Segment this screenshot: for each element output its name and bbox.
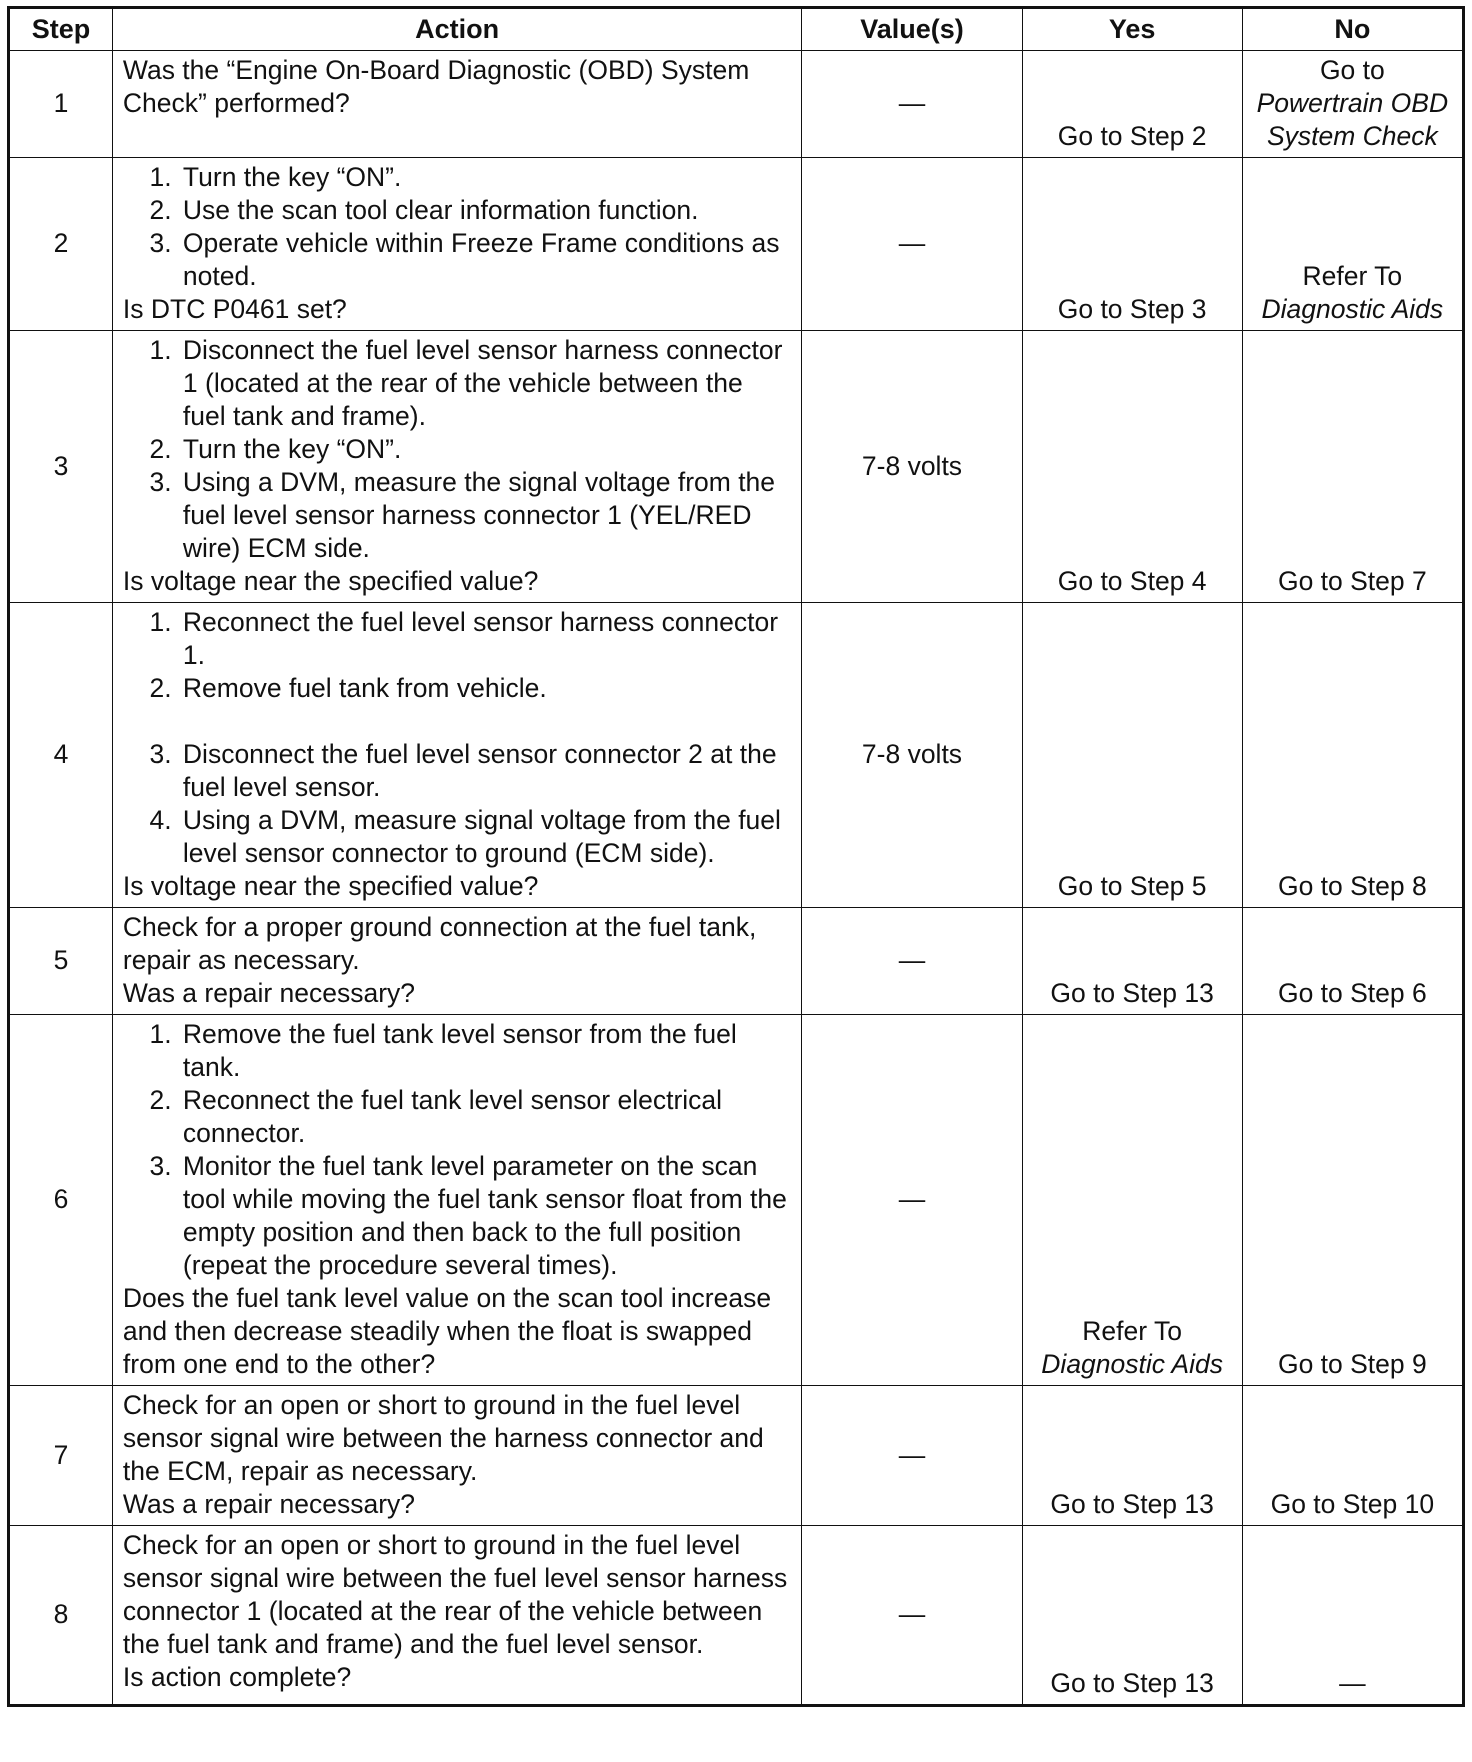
yes-result-cell bbox=[1022, 1015, 1242, 1386]
yes-result-text: Go to Step 13 bbox=[1050, 978, 1214, 1008]
table-row bbox=[9, 603, 1464, 908]
no-result-text: Go to Step 8 bbox=[1277, 871, 1427, 901]
no-result-cell bbox=[1242, 158, 1463, 331]
no-result-text: Go to Step 9 bbox=[1277, 1349, 1427, 1379]
yes-result-text: Go to Step 13 bbox=[1050, 1489, 1214, 1519]
value-cell: 7-8 volts bbox=[802, 331, 1022, 603]
no-result-cell bbox=[1242, 603, 1463, 908]
action-question: Is DTC P0461 set? bbox=[122, 294, 347, 324]
step-number: 7 bbox=[9, 1386, 113, 1526]
header-value: Value(s) bbox=[802, 8, 1022, 51]
yes-result-text: Go to Step 3 bbox=[1057, 294, 1207, 324]
no-result-reference: Powertrain OBD System Check bbox=[1256, 88, 1449, 151]
action-cell bbox=[112, 908, 802, 1015]
header-step: Step bbox=[9, 8, 113, 51]
yes-result-text: Go to Step 5 bbox=[1057, 871, 1207, 901]
action-cell bbox=[112, 1015, 802, 1386]
action-cell bbox=[112, 1526, 802, 1706]
table-body bbox=[9, 51, 1464, 1706]
header-action: Action bbox=[112, 8, 802, 51]
action-question: Is action complete? bbox=[122, 1662, 352, 1692]
yes-result-text: Go to Step 2 bbox=[1057, 121, 1207, 151]
step-number: 3 bbox=[9, 331, 113, 603]
no-result-text: Go to bbox=[1319, 55, 1385, 85]
action-steps-list bbox=[123, 161, 792, 293]
action-steps-list bbox=[123, 334, 792, 565]
no-result-cell bbox=[1242, 331, 1463, 603]
header-row bbox=[9, 8, 1464, 51]
yes-result-reference: Diagnostic Aids bbox=[1041, 1349, 1223, 1379]
action-question: Does the fuel tank level value on the scan tool increase and then decrease steadily when the float is swapped from one end to the other? bbox=[122, 1283, 772, 1379]
action-step-item: 3. Using a DVM, measure the signal voltage from the fuel level sensor harness connector 1 (YEL/RED wire) ECM side. bbox=[179, 466, 792, 565]
diagnostic-table bbox=[7, 6, 1465, 1707]
yes-result-cell bbox=[1022, 1386, 1242, 1526]
step-number: 1 bbox=[9, 51, 113, 158]
no-result-text: Go to Step 10 bbox=[1270, 1489, 1435, 1519]
yes-result-cell bbox=[1022, 1526, 1242, 1706]
action-step-item: 4. Using a DVM, measure signal voltage from the fuel level sensor connector to ground (ECM side). bbox=[179, 804, 792, 870]
action-steps-list bbox=[123, 606, 792, 870]
action-intro: Check for an open or short to ground in the fuel level sensor signal wire between the fuel level sensor harness connector 1 (located at the rear of the vehicle between the fuel tank and frame) and the fuel level sensor. bbox=[122, 1530, 788, 1659]
action-cell bbox=[112, 51, 802, 158]
action-question: Is voltage near the specified value? bbox=[122, 871, 539, 901]
action-question: Is voltage near the specified value? bbox=[122, 566, 539, 596]
action-step-item: 2. Reconnect the fuel tank level sensor electrical connector. bbox=[179, 1084, 792, 1150]
action-cell bbox=[112, 331, 802, 603]
action-cell bbox=[112, 603, 802, 908]
no-result-text: Refer To bbox=[1302, 261, 1403, 291]
table-row bbox=[9, 158, 1464, 331]
action-question: Was a repair necessary? bbox=[122, 978, 416, 1008]
table-row bbox=[9, 1015, 1464, 1386]
step-number: 8 bbox=[9, 1526, 113, 1706]
value-cell: — bbox=[802, 158, 1022, 331]
step-number: 4 bbox=[9, 603, 113, 908]
action-step-item: 2. Turn the key “ON”. bbox=[179, 433, 792, 466]
action-cell bbox=[112, 158, 802, 331]
yes-result-cell bbox=[1022, 331, 1242, 603]
no-result-cell bbox=[1242, 1015, 1463, 1386]
yes-result-text: Go to Step 13 bbox=[1050, 1668, 1214, 1698]
action-step-item: 2. Remove fuel tank from vehicle. bbox=[179, 672, 792, 705]
yes-result-text: Refer To bbox=[1082, 1316, 1182, 1346]
no-result-text: — bbox=[1339, 1668, 1366, 1698]
yes-result-cell bbox=[1022, 158, 1242, 331]
action-step-item: 1. Disconnect the fuel level sensor harness connector 1 (located at the rear of the vehicle between the fuel tank and frame). bbox=[179, 334, 792, 433]
value-cell: — bbox=[802, 1386, 1022, 1526]
table-row bbox=[9, 908, 1464, 1015]
value-cell: — bbox=[802, 1015, 1022, 1386]
action-intro: Check for a proper ground connection at the fuel tank, repair as necessary. bbox=[122, 912, 757, 975]
table-row bbox=[9, 51, 1464, 158]
step-number: 6 bbox=[9, 1015, 113, 1386]
table-row bbox=[9, 1526, 1464, 1706]
action-step-item: 3. Disconnect the fuel level sensor connector 2 at the fuel level sensor. bbox=[179, 738, 792, 804]
no-result-text: Go to Step 6 bbox=[1277, 978, 1427, 1008]
step-number: 2 bbox=[9, 158, 113, 331]
header-no: No bbox=[1242, 8, 1463, 51]
no-result-cell bbox=[1242, 51, 1463, 158]
action-cell bbox=[112, 1386, 802, 1526]
action-steps-list bbox=[123, 1018, 792, 1282]
action-intro: Check for an open or short to ground in the fuel level sensor signal wire between the harness connector and the ECM, repair as necessary. bbox=[122, 1390, 764, 1486]
action-step-item: 1. Turn the key “ON”. bbox=[179, 161, 792, 194]
value-cell: — bbox=[802, 1526, 1022, 1706]
header-yes: Yes bbox=[1022, 8, 1242, 51]
no-result-cell bbox=[1242, 1526, 1463, 1706]
yes-result-cell bbox=[1022, 908, 1242, 1015]
action-step-item: 1. Remove the fuel tank level sensor from the fuel tank. bbox=[179, 1018, 792, 1084]
value-cell: 7-8 volts bbox=[802, 603, 1022, 908]
step-number: 5 bbox=[9, 908, 113, 1015]
no-result-cell bbox=[1242, 908, 1463, 1015]
value-cell: — bbox=[802, 51, 1022, 158]
no-result-reference: Diagnostic Aids bbox=[1261, 294, 1444, 324]
action-step-item: 3. Operate vehicle within Freeze Frame conditions as noted. bbox=[179, 227, 792, 293]
table-row bbox=[9, 1386, 1464, 1526]
action-step-item: 1. Reconnect the fuel level sensor harness connector 1. bbox=[179, 606, 792, 672]
no-result-cell bbox=[1242, 1386, 1463, 1526]
action-question: Was a repair necessary? bbox=[122, 1489, 416, 1519]
table-row bbox=[9, 331, 1464, 603]
action-step-item: 2. Use the scan tool clear information function. bbox=[179, 194, 792, 227]
yes-result-cell bbox=[1022, 603, 1242, 908]
yes-result-cell bbox=[1022, 51, 1242, 158]
action-step-item: 3. Monitor the fuel tank level parameter on the scan tool while moving the fuel tank sensor float from the empty position and then back to the full position (repeat the procedure several times). bbox=[179, 1150, 792, 1282]
yes-result-text: Go to Step 4 bbox=[1057, 566, 1207, 596]
value-cell: — bbox=[802, 908, 1022, 1015]
no-result-text: Go to Step 7 bbox=[1277, 566, 1427, 596]
action-intro: Was the “Engine On-Board Diagnostic (OBD) System Check” performed? bbox=[122, 55, 750, 118]
